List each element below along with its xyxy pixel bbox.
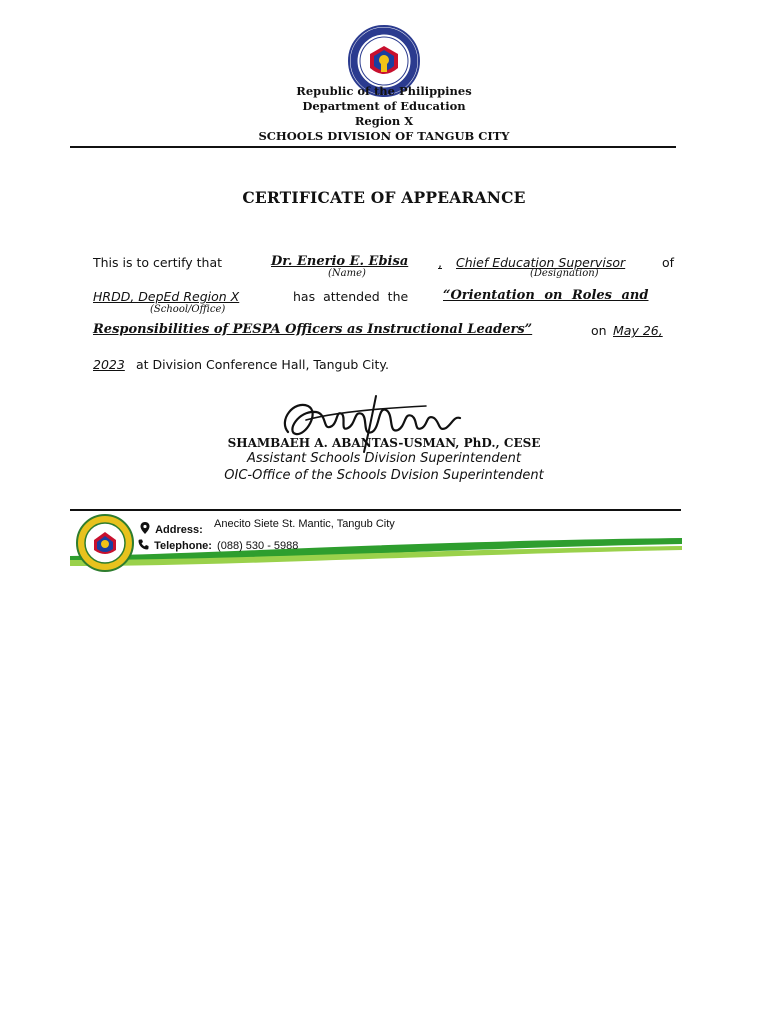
- on-word: on: [591, 323, 607, 338]
- letterhead-division: SCHOOLS DIVISION OF TANGUB CITY: [258, 129, 510, 143]
- designation-caption: (Designation): [530, 268, 599, 279]
- telephone-line: [138, 534, 298, 553]
- attendee-name: Dr. Enerio E. Ebisa: [271, 254, 409, 269]
- signatory-position: Assistant Schools Division Superintendent: [247, 451, 521, 466]
- signatory-name: SHAMBAEH A. ABANTAS-USMAN, PhD., CESE: [227, 436, 541, 450]
- address-label: Address:: [155, 524, 203, 536]
- of-word: of: [662, 255, 675, 270]
- attendee-designation: Chief Education Supervisor: [456, 255, 626, 270]
- letterhead-region: Region X: [354, 114, 414, 128]
- footer-divider: [70, 509, 681, 511]
- name-separator: ,: [438, 255, 442, 270]
- event-title-part1: “Orientation on Roles and: [443, 288, 649, 303]
- event-title-part2: Responsibilities of PESPA Officers as Instructional Leaders”: [93, 322, 533, 337]
- signatory-office: OIC-Office of the Schools Dvision Superintendent: [224, 468, 544, 483]
- telephone-label: Telephone:: [154, 540, 212, 552]
- attendee-office: HRDD, DepEd Region X: [93, 289, 240, 304]
- location-pin-icon: [140, 522, 150, 534]
- event-date-part2: 2023: [93, 357, 125, 372]
- event-date-part1: May 26,: [613, 323, 663, 338]
- telephone-value: (088) 530 - 5988: [217, 540, 299, 552]
- letterhead-republic: Republic of the Philippines: [296, 84, 472, 98]
- division-seal-logo: [76, 514, 134, 572]
- has-attended-text: has attended the: [293, 289, 409, 304]
- office-caption: (School/Office): [150, 304, 226, 315]
- certify-intro: This is to certify that: [93, 255, 223, 270]
- telephone-icon: [138, 539, 149, 550]
- letterhead-department: Department of Education: [302, 99, 466, 113]
- name-caption: (Name): [328, 268, 366, 279]
- certificate-title: CERTIFICATE OF APPEARANCE: [242, 188, 526, 207]
- letterhead: [0, 84, 768, 144]
- event-venue: at Division Conference Hall, Tangub City.: [136, 357, 389, 372]
- header-divider: [70, 146, 676, 148]
- address-value: Anecito Siete St. Mantic, Tangub City: [214, 518, 395, 530]
